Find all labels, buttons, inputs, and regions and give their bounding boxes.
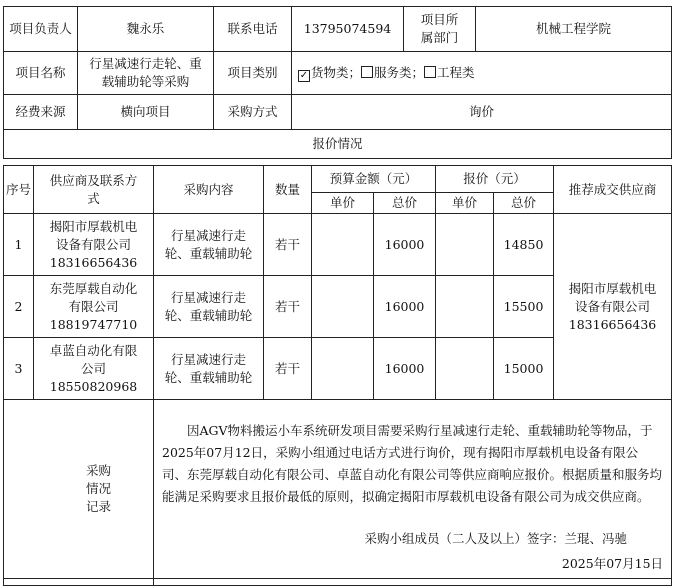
recommend-phone: 18316656436 [568,316,657,332]
record-box [154,400,671,578]
record-signature: 采购小组成员（二人及以上）签字：兰琨、冯驰 [364,531,628,546]
project-name-line-1: 行星减速行走轮、重 [89,56,202,71]
row-budget-total: 16000 [374,338,436,400]
content-line-1: 行星减速行走 [170,289,246,305]
supplier-name-line-1: 揭阳市厚载机电 [49,218,138,234]
table-row [4,214,672,276]
supplier-phone: 18819747710 [49,316,138,332]
supplier-name-line-1: 东莞厚载自动化 [49,280,138,296]
project-name-label: 项目名称 [4,52,78,95]
leader-label: 项目负责人 [4,7,78,52]
row-seq: 2 [4,276,34,338]
method-value: 询价 [292,95,672,130]
header-supplier [34,166,154,214]
supplier-phone: 18316656436 [49,254,138,270]
project-name-line-2: 载辅助轮等采购 [101,74,190,89]
row-content [154,338,264,400]
record-label [4,400,154,579]
record-label-line-3: 记录 [85,499,111,514]
goods-checkbox[interactable]: ✓ [299,70,309,81]
supplier-name-line-1: 卓蓝自动化有限 [49,342,138,358]
supplier-phone: 18550820968 [49,378,138,394]
header-seq: 序号 [4,166,34,214]
row-seq: 3 [4,338,34,400]
dept-label-line-1: 项目所 [420,12,459,27]
recommend-line-1: 揭阳市厚载机电 [568,280,657,296]
row-budget-unit [312,338,374,400]
row-price-unit [436,214,494,276]
header-price: 报价（元） [436,166,554,193]
supplier-name-line-2: 公司 [80,360,106,376]
recommended-supplier [554,214,672,400]
row-qty: 若干 [264,214,312,276]
record-label-line-1: 采购 [85,463,111,478]
service-checkbox[interactable] [361,66,373,78]
phone-label: 联系电话 [214,7,292,52]
row-content [154,214,264,276]
quote-table [3,165,672,586]
record-text: 因AGV物料搬运小车系统研发项目需要采购行星减速行走轮、重载辅助轮等物品，于2025年07月12日，采购小组通过电话方式进行询价，现有揭阳市厚载机电设备有限公司、东莞厚载自动化有限公司、卓蓝自动化有限公司等供应商响应报价。根据质量和服务均能满足采购要求且报价最低的原则，拟确定揭阳市厚载机电设备有限公司为成交供应商。 [162,423,663,504]
record-label-line-2: 情况 [85,481,111,496]
quote-section-title: 报价情况 [4,130,672,159]
category-label: 项目类别 [214,52,292,95]
row-supplier [34,276,154,338]
header-price-total: 总价 [494,193,554,214]
method-label: 采购方式 [214,95,292,130]
bottom-edge-cell-right [154,579,672,586]
header-budget: 预算金额（元） [312,166,436,193]
row-price-unit [436,276,494,338]
record-date: 2025年07月15日 [561,556,664,571]
content-line-1: 行星减速行走 [170,227,246,243]
leader-value: 魏永乐 [78,7,214,52]
header-qty: 数量 [264,166,312,214]
supplier-name-line-2: 设备有限公司 [55,236,131,252]
funding-value: 横向项目 [78,95,214,130]
engineering-checkbox[interactable] [424,66,436,78]
row-supplier [34,214,154,276]
supplier-name-line-2: 有限公司 [68,298,119,314]
recommend-line-2: 设备有限公司 [575,298,651,314]
row-supplier [34,338,154,400]
header-price-unit: 单价 [436,193,494,214]
phone-value: 13795074594 [292,7,404,52]
engineering-option-label: 工程类 [437,65,475,80]
header-budget-total: 总价 [374,193,436,214]
header-recommend: 推荐成交供应商 [554,166,672,214]
content-line-2: 轮、重载辅助轮 [164,369,253,385]
row-seq: 1 [4,214,34,276]
dept-label [404,7,476,52]
row-budget-unit [312,276,374,338]
content-line-2: 轮、重载辅助轮 [164,307,253,323]
category-options [292,52,672,95]
row-content [154,276,264,338]
row-price-total: 15500 [494,276,554,338]
record-content [154,400,672,579]
row-qty: 若干 [264,338,312,400]
header-supplier-line-2: 式 [87,190,100,206]
goods-option-label: 货物类； [311,65,362,80]
row-qty: 若干 [264,276,312,338]
dept-value: 机械工程学院 [476,7,672,52]
bottom-edge-cell-left [4,579,154,586]
content-line-2: 轮、重载辅助轮 [164,245,253,261]
dept-label-line-2: 属部门 [420,30,459,45]
project-name-value [78,52,214,95]
content-line-1: 行星减速行走 [170,351,246,367]
row-price-total: 15000 [494,338,554,400]
header-budget-unit: 单价 [312,193,374,214]
row-price-total: 14850 [494,214,554,276]
project-info-table [3,6,672,159]
row-budget-total: 16000 [374,214,436,276]
header-supplier-line-1: 供应商及联系方 [49,172,138,188]
row-budget-total: 16000 [374,276,436,338]
row-budget-unit [312,214,374,276]
funding-label: 经费来源 [4,95,78,130]
header-content: 采购内容 [154,166,264,214]
service-option-label: 服务类； [374,65,425,80]
row-price-unit [436,338,494,400]
